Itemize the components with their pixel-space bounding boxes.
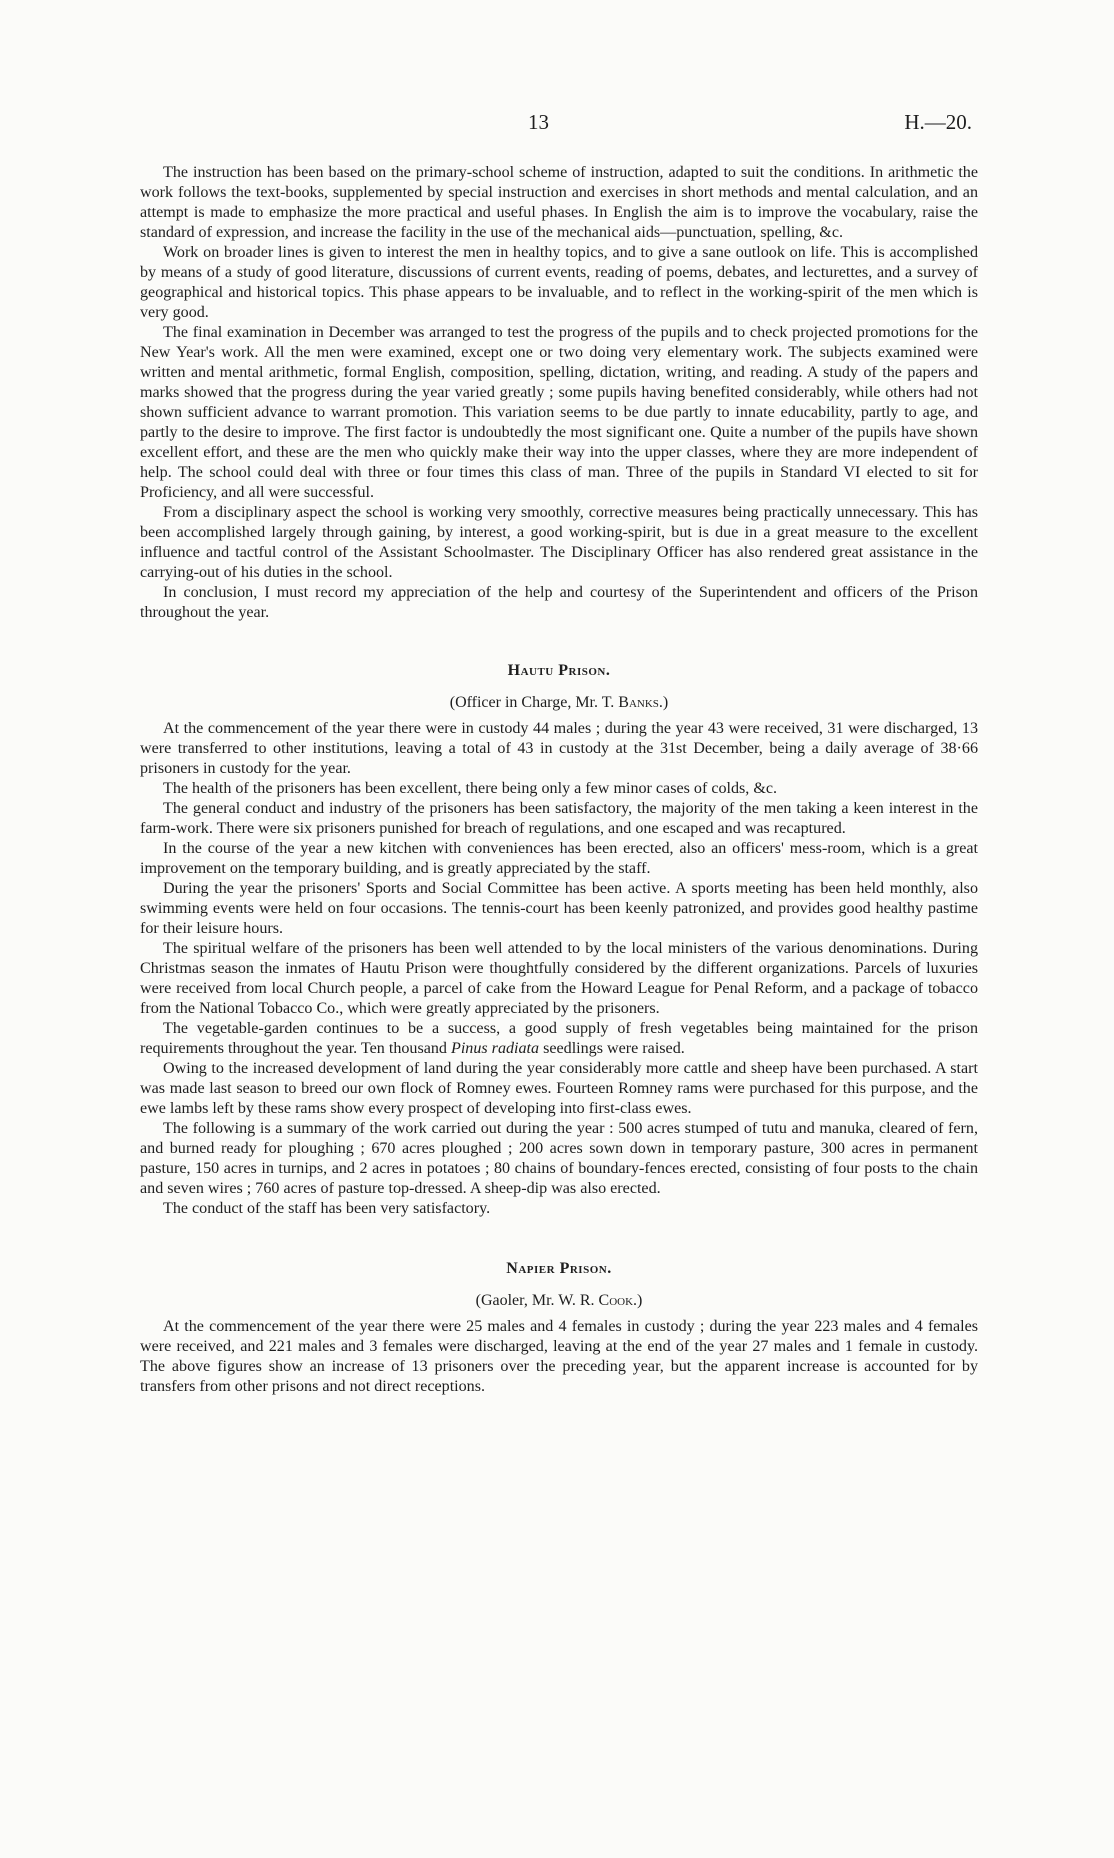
paragraph: In conclusion, I must record my appreciation of the help and courtesy of the Superintendent and officers of the Prison throughout the year.: [140, 584, 978, 621]
officer-prefix: (Officer in Charge, Mr. T.: [449, 694, 619, 711]
paragraph: From a disciplinary aspect the school is working very smoothly, corrective measures being practically unnecessary. This has been accomplished largely through gaining, by interest, a good working-spirit, but is due in a great measure to the excellent influence and tactful control of the Assistant Schoolmaster. The Disciplinary Officer has also rendered great assistance in the carrying-out of his duties in the school.: [140, 504, 978, 581]
paragraph: At the commencement of the year there were 25 males and 4 females in custody ; during the year 223 males and 4 females were received, and 221 males and 3 females were discharged, leaving at the end of the year 27 males and 1 female in custody. The above figures show an increase of 13 prisoners over the preceding year, but the apparent increase is accounted for by transfers from other prisons and not direct receptions.: [140, 1318, 978, 1395]
paragraph: At the commencement of the year there were in custody 44 males ; during the year 43 were received, 31 were discharged, 13 were transferred to other institutions, leaving a total of 43 in custody at the 31st December, being a daily average of 38·66 prisoners in custody for the year.: [140, 720, 978, 777]
paragraph: Work on broader lines is given to interest the men in healthy topics, and to give a sane outlook on life. This is accomplished by means of a study of good literature, discussions of current events, reading of poems, debates, and lecturettes, and a survey of geographical and historical topics. This phase appears to be invaluable, and to reflect in the working-spirit of the men which is very good.: [140, 244, 978, 321]
page-header: [0, 110, 1114, 140]
species-name: Pinus radiata: [451, 1040, 540, 1057]
paragraph: During the year the prisoners' Sports and Social Committee has been active. A sports meeting has been held monthly, also swimming events were held on four occasions. The tennis-court has been keenly patronized, and provides good healthy pastime for their leisure hours.: [140, 880, 978, 937]
paragraph: In the course of the year a new kitchen with conveniences has been erected, also an officers' mess-room, which is a great improvement on the temporary building, and is greatly appreciated by the staff.: [140, 840, 978, 877]
paragraph: Owing to the increased development of land during the year considerably more cattle and sheep have been purchased. A start was made last season to breed our own flock of Romney ewes. Fourteen Romney rams were purchased for this purpose, and the ewe lambs left by these rams show every prospect of developing into first-class ewes.: [140, 1060, 978, 1117]
paragraph: The instruction has been based on the primary-school scheme of instruction, adapted to suit the conditions. In arithmetic the work follows the text-books, supplemented by special instruction and exercises in short methods and mental calculation, and an attempt is made to emphasize the more practical and useful phases. In English the aim is to improve the vocabulary, raise the standard of expression, and increase the facility in the use of the mechanical aids—punctuation, spelling, &c.: [140, 164, 978, 241]
officer-prefix: (Gaoler, Mr. W. R.: [475, 1292, 599, 1309]
paragraph: The spiritual welfare of the prisoners has been well attended to by the local ministers of the various denominations. During Christmas season the inmates of Hautu Prison were thoughtfully considered by the different organizations. Parcels of luxuries were received from local Church people, a parcel of cake from the Howard League for Penal Reform, and a package of tobacco from the National Tobacco Co., which were greatly appreciated by the prisoners.: [140, 940, 978, 1017]
officer-line: [140, 693, 978, 713]
garden-text: The vegetable-garden continues to be a success, a good supply of fresh vegetables being maintained for the prison requirements throughout the year. Ten thousand: [140, 1020, 978, 1057]
paragraph: The general conduct and industry of the prisoners has been satisfactory, the majority of the men taking a keen interest in the farm-work. There were six prisoners punished for breach of regulations, and one escaped and was recaptured.: [140, 800, 978, 837]
paragraph: [140, 1019, 978, 1059]
section-heading: Napier Prison.: [506, 1260, 612, 1277]
paragraph: The following is a summary of the work carried out during the year : 500 acres stumped of tutu and manuka, cleared of fern, and burned ready for ploughing ; 670 acres ploughed ; 200 acres sown down in temporary pasture, 300 acres in permanent pasture, 150 acres in turnips, and 2 acres in potatoes ; 80 chains of boundary-fences erected, consisting of four posts to the chain and seven wires ; 760 acres of pasture top-dressed. A sheep-dip was also erected.: [140, 1120, 978, 1197]
page-number: 13: [528, 110, 549, 134]
officer-line: [140, 1291, 978, 1311]
officer-name: Banks: [618, 694, 659, 711]
officer-suffix: .): [658, 694, 669, 711]
document-reference: H.—20.: [904, 110, 972, 134]
napier-prison-section: [140, 1259, 978, 1397]
paragraph: The health of the prisoners has been excellent, there being only a few minor cases of colds, &c.: [163, 780, 778, 797]
section-heading: Hautu Prison.: [507, 662, 611, 679]
document-body: [140, 163, 978, 1397]
paragraph: The conduct of the staff has been very satisfactory.: [163, 1200, 491, 1217]
garden-text-end: seedlings were raised.: [539, 1040, 685, 1057]
school-section: [140, 163, 978, 623]
paragraph: The final examination in December was arranged to test the progress of the pupils and to check projected promotions for the New Year's work. All the men were examined, except one or two doing very elementary work. The subjects examined were written and mental arithmetic, formal English, composition, spelling, dictation, writing, and reading. A study of the papers and marks showed that the progress during the year varied greatly ; some pupils having benefited considerably, while others had not shown sufficient advance to warrant promotion. This variation seems to be due partly to innate educability, partly to age, and partly to the desire to improve. The first factor is undoubtedly the most significant one. Quite a number of the pupils have shown excellent effort, and these are the men who quickly make their way into the upper classes, where they are more independent of help. The school could deal with three or four times this class of man. Three of the pupils in Standard VI elected to sit for Proficiency, and all were successful.: [140, 324, 978, 501]
hautu-prison-section: [140, 661, 978, 1219]
officer-name: Cook: [598, 1292, 634, 1309]
officer-suffix: .): [633, 1292, 643, 1309]
